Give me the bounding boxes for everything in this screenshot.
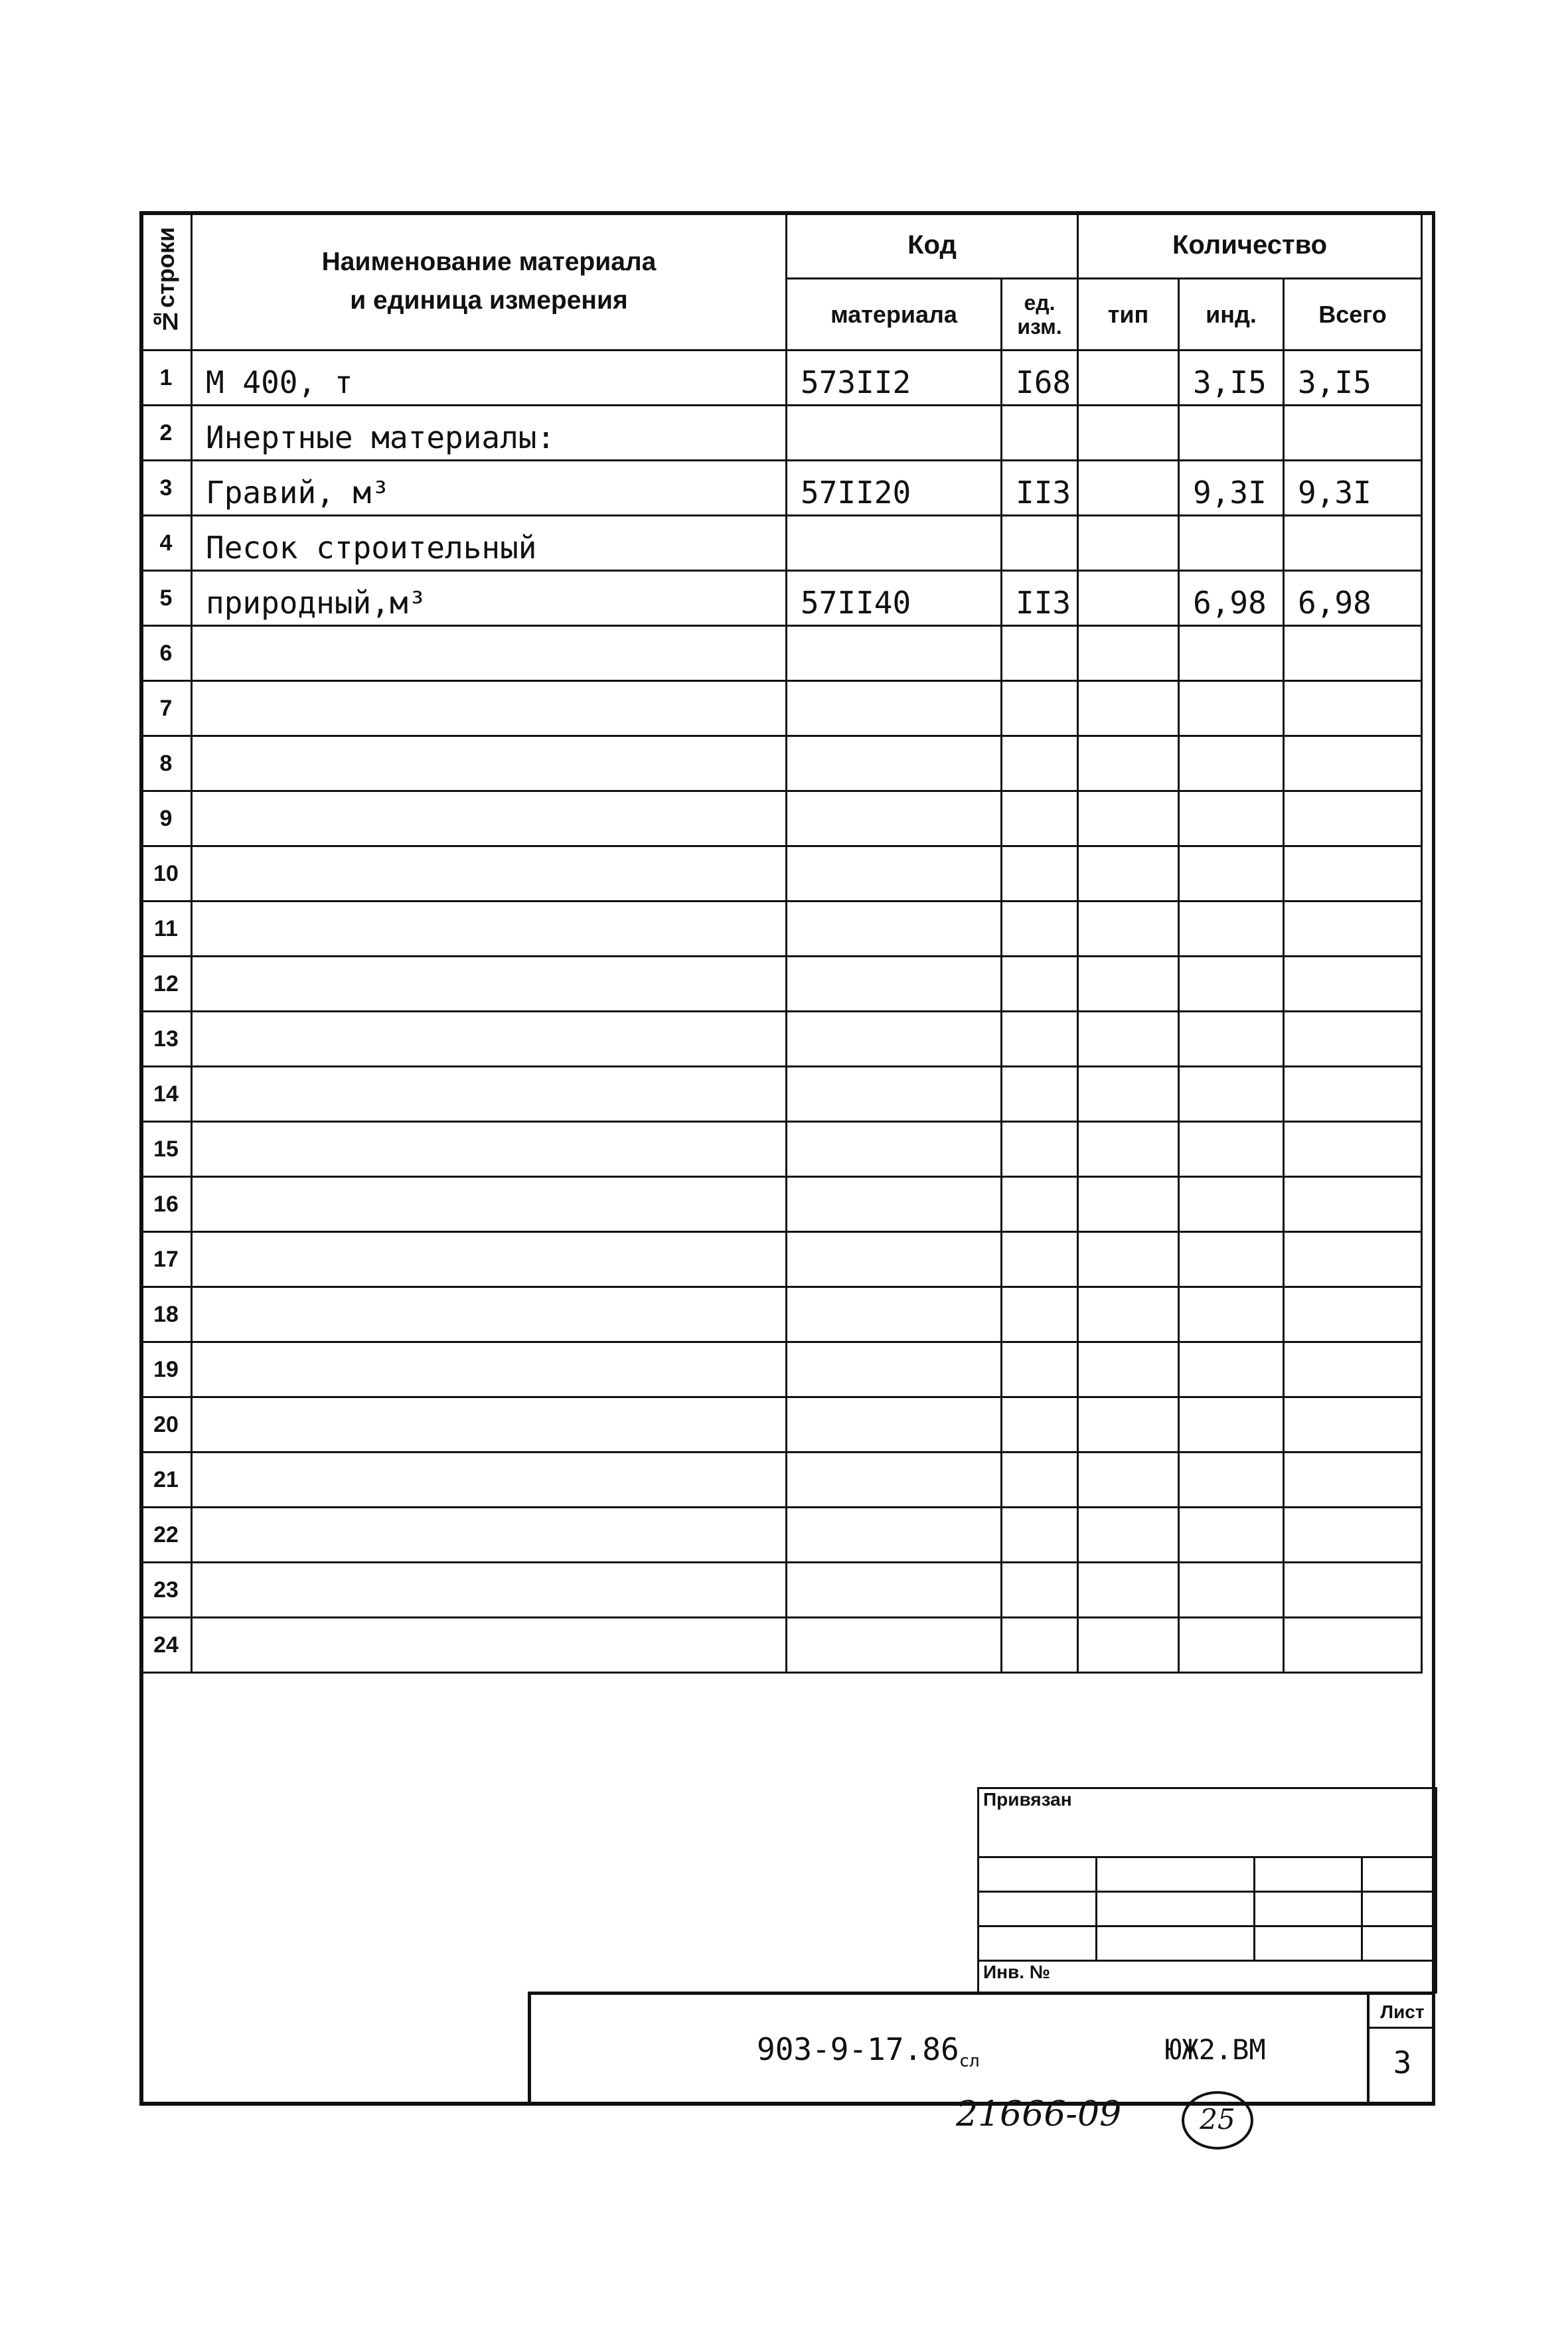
qty-ind xyxy=(1179,1177,1284,1232)
unit-code xyxy=(1002,791,1078,846)
qty-total xyxy=(1284,902,1422,957)
qty-ind xyxy=(1179,1287,1284,1342)
material-name xyxy=(192,681,787,736)
qty-type xyxy=(1078,736,1179,791)
qty-type xyxy=(1078,406,1179,461)
material-code: 57II40 xyxy=(787,571,1002,626)
material-code xyxy=(787,1342,1002,1397)
material-name xyxy=(192,846,787,902)
unit-code xyxy=(1002,1618,1078,1673)
table-row xyxy=(141,1508,1422,1563)
material-code xyxy=(787,626,1002,681)
qty-type xyxy=(1078,1232,1179,1287)
header-code-material: материала xyxy=(787,279,1002,351)
table-row xyxy=(141,957,1422,1012)
table-row xyxy=(141,1397,1422,1452)
table-row xyxy=(141,571,1422,626)
material-name xyxy=(192,1122,787,1177)
qty-ind xyxy=(1179,791,1284,846)
header-name xyxy=(192,212,787,351)
qty-type xyxy=(1078,681,1179,736)
unit-code: II3 xyxy=(1002,461,1078,516)
unit-code xyxy=(1002,1563,1078,1618)
material-code xyxy=(787,406,1002,461)
material-code xyxy=(787,846,1002,902)
qty-total xyxy=(1284,1508,1422,1563)
sheet-number-box xyxy=(1367,1995,1435,2106)
table-row xyxy=(141,1232,1422,1287)
table-row xyxy=(141,461,1422,516)
material-name xyxy=(192,1177,787,1232)
material-name xyxy=(192,1508,787,1563)
qty-ind xyxy=(1179,1563,1284,1618)
row-number: 5 xyxy=(141,571,192,626)
unit-code xyxy=(1002,1452,1078,1508)
qty-ind: 9,3I xyxy=(1179,461,1284,516)
header-code: Код xyxy=(787,212,1078,279)
qty-ind xyxy=(1179,1012,1284,1067)
title-stamp xyxy=(528,1992,1435,2106)
handwritten-circled-number: 25 xyxy=(1182,2091,1253,2150)
qty-ind xyxy=(1179,406,1284,461)
material-name xyxy=(192,957,787,1012)
qty-total xyxy=(1284,626,1422,681)
table-row xyxy=(141,1177,1422,1232)
unit-code xyxy=(1002,1342,1078,1397)
material-code xyxy=(787,957,1002,1012)
bound-label: Привязан xyxy=(979,1788,1437,1857)
qty-type xyxy=(1078,1508,1179,1563)
unit-code xyxy=(1002,406,1078,461)
qty-type xyxy=(1078,846,1179,902)
row-number: 15 xyxy=(141,1122,192,1177)
material-code xyxy=(787,902,1002,957)
unit-code xyxy=(1002,1012,1078,1067)
unit-code xyxy=(1002,1067,1078,1122)
qty-total xyxy=(1284,1452,1422,1508)
row-number: 23 xyxy=(141,1563,192,1618)
material-code xyxy=(787,516,1002,571)
unit-code xyxy=(1002,516,1078,571)
qty-type xyxy=(1078,902,1179,957)
material-code xyxy=(787,1232,1002,1287)
project-code: $903-9-17.86_{сл}$ xyxy=(757,2031,980,2072)
unit-code xyxy=(1002,626,1078,681)
unit-code xyxy=(1002,681,1078,736)
qty-type xyxy=(1078,1563,1179,1618)
unit-code xyxy=(1002,902,1078,957)
header-qty-ind: инд. xyxy=(1179,279,1284,351)
material-code xyxy=(787,1563,1002,1618)
qty-type xyxy=(1078,1122,1179,1177)
qty-type xyxy=(1078,791,1179,846)
qty-total xyxy=(1284,1012,1422,1067)
table-row xyxy=(141,1618,1422,1673)
qty-total xyxy=(1284,1287,1422,1342)
row-number: 22 xyxy=(141,1508,192,1563)
header-qty-type: тип xyxy=(1078,279,1179,351)
unit-code xyxy=(1002,1397,1078,1452)
qty-ind xyxy=(1179,626,1284,681)
qty-type xyxy=(1078,1177,1179,1232)
qty-type xyxy=(1078,571,1179,626)
qty-type xyxy=(1078,1452,1179,1508)
table-row xyxy=(141,736,1422,791)
qty-total: 6,98 xyxy=(1284,571,1422,626)
unit-code xyxy=(1002,1177,1078,1232)
qty-total xyxy=(1284,1397,1422,1452)
row-number: 14 xyxy=(141,1067,192,1122)
material-code xyxy=(787,1452,1002,1508)
inv-label: Инв. № xyxy=(979,1961,1437,1993)
qty-total: 9,3I xyxy=(1284,461,1422,516)
material-name: Гравий, м³ xyxy=(192,461,787,516)
material-code: 573II2 xyxy=(787,351,1002,406)
qty-type xyxy=(1078,957,1179,1012)
table-row xyxy=(141,1012,1422,1067)
header-qty-total: Всего xyxy=(1284,279,1422,351)
row-number: 13 xyxy=(141,1012,192,1067)
qty-type xyxy=(1078,1397,1179,1452)
material-code: 57II20 xyxy=(787,461,1002,516)
handwritten-archive-number: 21666-09 xyxy=(956,2094,1122,2134)
row-number: 11 xyxy=(141,902,192,957)
qty-total xyxy=(1284,1122,1422,1177)
document-code: ЮЖ2.ВМ xyxy=(1165,2033,1266,2066)
qty-total xyxy=(1284,1177,1422,1232)
unit-code: II3 xyxy=(1002,571,1078,626)
qty-total xyxy=(1284,1232,1422,1287)
qty-type xyxy=(1078,1287,1179,1342)
table-row xyxy=(141,351,1422,406)
material-name xyxy=(192,1397,787,1452)
material-code xyxy=(787,1397,1002,1452)
unit-code xyxy=(1002,957,1078,1012)
material-name xyxy=(192,1232,787,1287)
qty-type xyxy=(1078,626,1179,681)
material-code xyxy=(787,1618,1002,1673)
material-name: природный,м³ xyxy=(192,571,787,626)
qty-total xyxy=(1284,681,1422,736)
row-number: 2 xyxy=(141,406,192,461)
unit-code xyxy=(1002,736,1078,791)
table-row xyxy=(141,846,1422,902)
material-code xyxy=(787,1287,1002,1342)
qty-total xyxy=(1284,516,1422,571)
qty-type xyxy=(1078,1012,1179,1067)
qty-ind xyxy=(1179,846,1284,902)
materials-table xyxy=(139,211,1423,1674)
material-name xyxy=(192,1342,787,1397)
material-code xyxy=(787,791,1002,846)
qty-ind xyxy=(1179,957,1284,1012)
table-row xyxy=(141,681,1422,736)
material-name: Песок строительный xyxy=(192,516,787,571)
header-code-unit: ед. изм. xyxy=(1002,279,1078,351)
qty-total: 3,I5 xyxy=(1284,351,1422,406)
material-name xyxy=(192,1452,787,1508)
qty-ind xyxy=(1179,1508,1284,1563)
row-number: 21 xyxy=(141,1452,192,1508)
row-number: 12 xyxy=(141,957,192,1012)
table-row xyxy=(141,1452,1422,1508)
table-row xyxy=(141,1563,1422,1618)
row-number: 24 xyxy=(141,1618,192,1673)
material-name xyxy=(192,626,787,681)
row-number: 18 xyxy=(141,1287,192,1342)
material-name: М 400, т xyxy=(192,351,787,406)
header-name-line1: Наименование материала xyxy=(321,247,657,276)
material-name xyxy=(192,1287,787,1342)
table-row xyxy=(141,1342,1422,1397)
qty-ind xyxy=(1179,1122,1284,1177)
qty-type xyxy=(1078,1342,1179,1397)
project-code-sub: сл xyxy=(959,2051,980,2072)
qty-type xyxy=(1078,516,1179,571)
qty-ind xyxy=(1179,1232,1284,1287)
qty-ind: 6,98 xyxy=(1179,571,1284,626)
qty-total xyxy=(1284,791,1422,846)
qty-ind xyxy=(1179,736,1284,791)
qty-ind xyxy=(1179,1397,1284,1452)
qty-ind xyxy=(1179,1618,1284,1673)
qty-ind: 3,I5 xyxy=(1179,351,1284,406)
row-number: 10 xyxy=(141,846,192,902)
row-number: 6 xyxy=(141,626,192,681)
material-code xyxy=(787,1122,1002,1177)
qty-ind xyxy=(1179,516,1284,571)
qty-ind xyxy=(1179,1452,1284,1508)
material-name xyxy=(192,1012,787,1067)
sheet-label: Лист xyxy=(1370,2001,1435,2029)
material-code xyxy=(787,1012,1002,1067)
unit-code xyxy=(1002,1122,1078,1177)
qty-total xyxy=(1284,406,1422,461)
unit-code: I68 xyxy=(1002,351,1078,406)
qty-total xyxy=(1284,957,1422,1012)
qty-type xyxy=(1078,351,1179,406)
row-number: 9 xyxy=(141,791,192,846)
row-number: 1 xyxy=(141,351,192,406)
qty-total xyxy=(1284,1618,1422,1673)
material-name xyxy=(192,791,787,846)
table-row xyxy=(141,902,1422,957)
qty-total xyxy=(1284,1342,1422,1397)
qty-total xyxy=(1284,1563,1422,1618)
qty-ind xyxy=(1179,1067,1284,1122)
header-name-line2: и единица измерения xyxy=(350,285,628,315)
qty-ind xyxy=(1179,681,1284,736)
unit-code xyxy=(1002,1287,1078,1342)
unit-code xyxy=(1002,1508,1078,1563)
row-number: 8 xyxy=(141,736,192,791)
row-number: 3 xyxy=(141,461,192,516)
qty-total xyxy=(1284,846,1422,902)
qty-type xyxy=(1078,1618,1179,1673)
row-number: 20 xyxy=(141,1397,192,1452)
qty-total xyxy=(1284,1067,1422,1122)
sheet-number: 3 xyxy=(1393,2045,1412,2080)
table-row xyxy=(141,406,1422,461)
table-row xyxy=(141,1067,1422,1122)
qty-type xyxy=(1078,461,1179,516)
material-code xyxy=(787,736,1002,791)
material-name: Инертные материалы: xyxy=(192,406,787,461)
material-name xyxy=(192,1618,787,1673)
qty-total xyxy=(1284,736,1422,791)
header-row-number: №строки xyxy=(141,212,192,351)
table-row xyxy=(141,1287,1422,1342)
material-code xyxy=(787,1177,1002,1232)
material-name xyxy=(192,1067,787,1122)
qty-ind xyxy=(1179,902,1284,957)
material-code xyxy=(787,1508,1002,1563)
material-code xyxy=(787,681,1002,736)
row-number: 7 xyxy=(141,681,192,736)
material-code xyxy=(787,1067,1002,1122)
table-row xyxy=(141,626,1422,681)
binding-block xyxy=(977,1787,1437,1994)
row-number: 17 xyxy=(141,1232,192,1287)
material-name xyxy=(192,1563,787,1618)
unit-code xyxy=(1002,846,1078,902)
unit-code xyxy=(1002,1232,1078,1287)
row-number: 19 xyxy=(141,1342,192,1397)
table-row xyxy=(141,791,1422,846)
row-number: 16 xyxy=(141,1177,192,1232)
header-quantity: Количество xyxy=(1078,212,1422,279)
material-name xyxy=(192,902,787,957)
qty-type xyxy=(1078,1067,1179,1122)
qty-ind xyxy=(1179,1342,1284,1397)
table-row xyxy=(141,1122,1422,1177)
material-name xyxy=(192,736,787,791)
row-number: 4 xyxy=(141,516,192,571)
table-row xyxy=(141,516,1422,571)
